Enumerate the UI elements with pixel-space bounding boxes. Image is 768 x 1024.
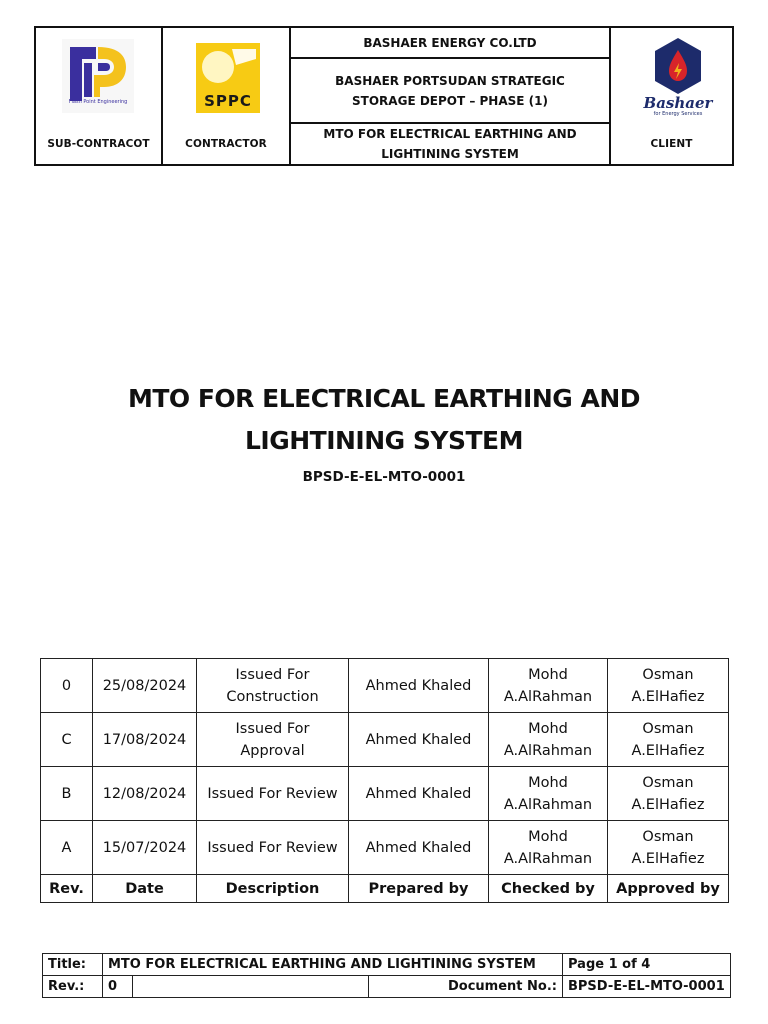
document-title-line1: MTO FOR ELECTRICAL EARTHING AND	[127, 384, 641, 413]
header-approved-by: Approved by	[608, 875, 729, 903]
prepared-by-cell	[349, 821, 489, 875]
footer-blank	[133, 976, 369, 998]
client-label: CLIENT	[650, 138, 693, 150]
checked-by-cell-text: A.AlRahman	[503, 796, 593, 813]
approved-by-cell	[608, 767, 729, 821]
bashaer-logo	[651, 36, 705, 96]
subcontractor-cell	[36, 28, 161, 164]
header-doc-title	[291, 124, 609, 164]
contractor-cell	[163, 28, 289, 164]
header-description: Description	[197, 875, 349, 903]
revision-row	[41, 821, 729, 875]
rev-cell-text: C	[61, 731, 72, 748]
approved-by-cell	[608, 821, 729, 875]
checked-by-cell	[489, 659, 608, 713]
revision-table	[40, 658, 729, 903]
prepared-by-cell-text: Ahmed Khaled	[365, 677, 472, 694]
approved-by-cell-text: Osman	[642, 828, 694, 845]
prepared-by-cell	[349, 659, 489, 713]
project-name	[291, 59, 609, 122]
header-rev: Rev.	[41, 875, 93, 903]
subcontractor-label: SUB-CONTRACOT	[47, 138, 150, 150]
rev-cell	[41, 767, 93, 821]
project-name-line2: STORAGE DEPOT – PHASE (1)	[352, 93, 548, 108]
flash-point-caption: Flash Point Engineering	[68, 99, 128, 105]
rev-cell	[41, 659, 93, 713]
sppc-logo-text: SPPC	[204, 92, 252, 110]
checked-by-cell	[489, 821, 608, 875]
header-checked-by: Checked by	[489, 875, 608, 903]
header-doc-title-line2: LIGHTINING SYSTEM	[381, 147, 519, 161]
checked-by-cell-text: A.AlRahman	[503, 850, 593, 867]
footer-docno-value: BPSD-E-EL-MTO-0001	[563, 976, 731, 998]
footer-rev-value: 0	[103, 976, 133, 998]
description-cell-text: Issued For	[235, 666, 310, 683]
company-name-text: BASHAER ENERGY CO.LTD	[363, 35, 537, 50]
bashaer-logo-caption: for Energy Services	[653, 111, 703, 117]
description-cell-text: Construction	[226, 688, 319, 705]
project-name-line1: BASHAER PORTSUDAN STRATEGIC	[335, 73, 565, 88]
document-title	[84, 378, 684, 462]
checked-by-cell-text: A.AlRahman	[503, 688, 593, 705]
company-name	[291, 28, 609, 57]
prepared-by-cell-text: Ahmed Khaled	[365, 731, 472, 748]
date-cell	[93, 767, 197, 821]
checked-by-cell	[489, 713, 608, 767]
approved-by-cell	[608, 713, 729, 767]
header-date: Date	[93, 875, 197, 903]
description-cell-text: Approval	[240, 742, 305, 759]
approved-by-cell-text: Osman	[642, 774, 694, 791]
checked-by-cell	[489, 767, 608, 821]
approved-by-cell-text: A.ElHafiez	[631, 850, 705, 867]
header-doc-title-line1: MTO FOR ELECTRICAL EARTHING AND	[323, 127, 577, 141]
client-cell	[611, 28, 732, 164]
rev-cell-text: B	[61, 785, 72, 802]
footer-title-value: MTO FOR ELECTRICAL EARTHING AND LIGHTINING SYSTEM	[103, 954, 563, 976]
checked-by-cell-text: Mohd	[528, 666, 568, 683]
description-cell-text: Issued For Review	[207, 785, 338, 802]
revision-header-row	[41, 875, 729, 903]
date-cell	[93, 821, 197, 875]
description-cell	[197, 767, 349, 821]
rev-cell-text: A	[61, 839, 72, 856]
description-cell	[197, 821, 349, 875]
footer-page: Page 1 of 4	[563, 954, 731, 976]
bashaer-logo-text: Bashaer	[643, 94, 713, 112]
document-header	[34, 26, 734, 166]
footer-rev-label: Rev.:	[43, 976, 103, 998]
footer-title-row	[43, 954, 731, 976]
description-cell-text: Issued For	[235, 720, 310, 737]
approved-by-cell-text: A.ElHafiez	[631, 742, 705, 759]
date-cell	[93, 713, 197, 767]
approved-by-cell	[608, 659, 729, 713]
rev-cell-text: 0	[61, 677, 72, 694]
date-cell-text: 25/08/2024	[102, 677, 187, 694]
prepared-by-cell	[349, 767, 489, 821]
header-prepared-by: Prepared by	[349, 875, 489, 903]
document-title-line2: LIGHTINING SYSTEM	[244, 426, 524, 455]
description-cell	[197, 713, 349, 767]
approved-by-cell-text: Osman	[642, 666, 694, 683]
approved-by-cell-text: Osman	[642, 720, 694, 737]
date-cell-text: 12/08/2024	[102, 785, 187, 802]
approved-by-cell-text: A.ElHafiez	[631, 688, 705, 705]
revision-row	[41, 659, 729, 713]
footer-docno-label: Document No.:	[369, 976, 563, 998]
rev-cell	[41, 821, 93, 875]
document-number: BPSD-E-EL-MTO-0001	[302, 469, 466, 485]
description-cell-text: Issued For Review	[207, 839, 338, 856]
prepared-by-cell	[349, 713, 489, 767]
checked-by-cell-text: Mohd	[528, 720, 568, 737]
checked-by-cell-text: Mohd	[528, 774, 568, 791]
prepared-by-cell-text: Ahmed Khaled	[365, 839, 472, 856]
approved-by-cell-text: A.ElHafiez	[631, 796, 705, 813]
revision-row	[41, 713, 729, 767]
revision-row	[41, 767, 729, 821]
contractor-label: CONTRACTOR	[185, 138, 267, 150]
description-cell	[197, 659, 349, 713]
date-cell-text: 17/08/2024	[102, 731, 187, 748]
checked-by-cell-text: A.AlRahman	[503, 742, 593, 759]
footer-title-label: Title:	[43, 954, 103, 976]
footer-rev-row	[43, 976, 731, 998]
checked-by-cell-text: Mohd	[528, 828, 568, 845]
rev-cell	[41, 713, 93, 767]
date-cell	[93, 659, 197, 713]
footer-table	[42, 953, 731, 998]
prepared-by-cell-text: Ahmed Khaled	[365, 785, 472, 802]
date-cell-text: 15/07/2024	[102, 839, 187, 856]
